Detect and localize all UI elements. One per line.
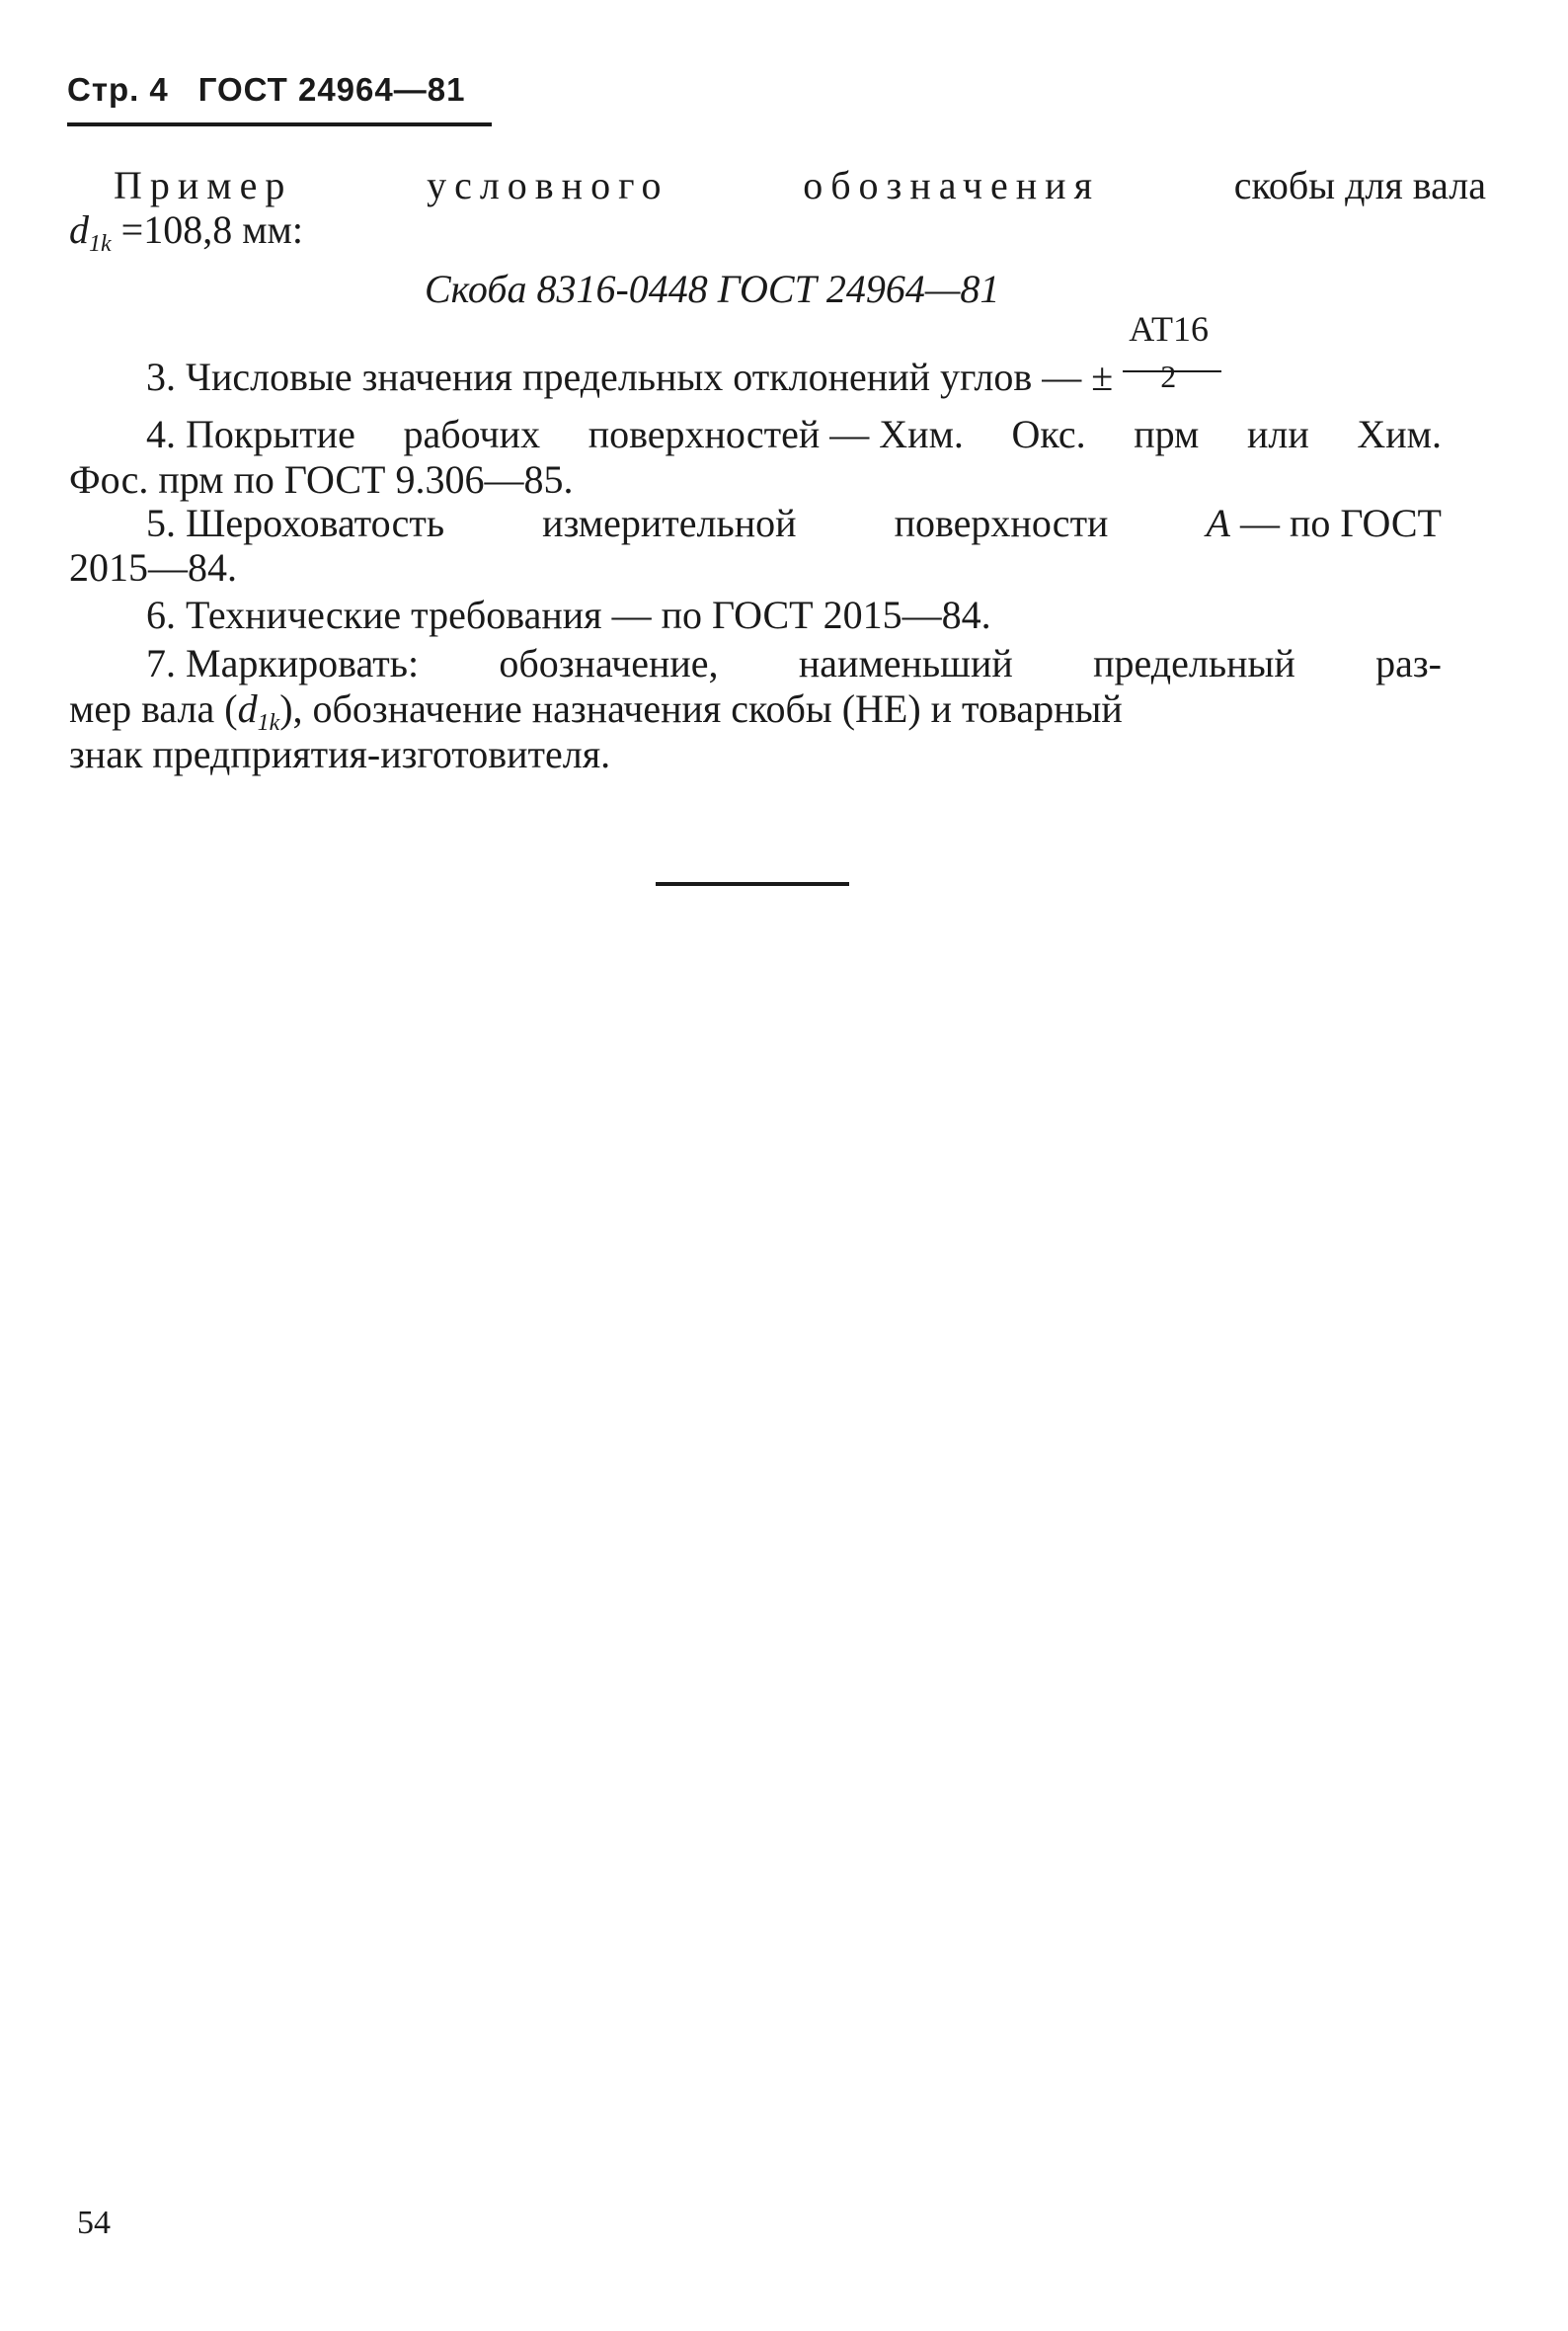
example-line-1 — [114, 163, 1486, 207]
example-word-1: Пример — [114, 163, 293, 207]
page-number-footer: 54 — [77, 2205, 111, 2241]
page-header — [67, 71, 465, 109]
shaft-diameter-value: =108,8 мм: — [111, 207, 303, 252]
item-7-word: наименьший — [798, 641, 1013, 685]
item-4-line-1 — [146, 412, 1442, 456]
item-7-word: 7. Маркировать: — [146, 641, 420, 685]
shaft-size-var: d — [237, 686, 258, 731]
item-3 — [146, 309, 1221, 399]
item-5-line-1 — [146, 501, 1442, 545]
item-5-word: — по ГОСТ — [1239, 501, 1442, 545]
example-word-3: обозначения — [803, 163, 1100, 207]
standard-number: ГОСТ 24964—81 — [197, 71, 466, 108]
item-4-word: Хим. — [1357, 412, 1442, 456]
item-7-line-2 — [69, 686, 1123, 736]
example-line-2 — [69, 207, 303, 257]
item-7-text: мер вала ( — [69, 686, 238, 731]
item-5-word: поверхности — [894, 501, 1109, 545]
item-7-line-3: знак предприятия-изготовителя. — [69, 732, 611, 776]
item-7-word: обозначение, — [499, 641, 719, 685]
item-7-word: предельный — [1093, 641, 1295, 685]
page-number-header: 4 — [149, 71, 169, 108]
item-7-word: раз- — [1375, 641, 1442, 685]
item-5-line-2: 2015—84. — [69, 545, 237, 590]
surface-var: А — [1206, 501, 1230, 545]
item-4-word: или — [1246, 412, 1309, 456]
header-rule — [67, 122, 492, 126]
item-4-word: рабочих — [403, 412, 541, 456]
angle-tolerance-fraction — [1123, 309, 1221, 394]
item-6: 6. Технические требования — по ГОСТ 2015—84. — [146, 593, 991, 637]
item-4-word: поверхностей — Хим. — [588, 412, 964, 456]
item-4-line-2: Фос. прм по ГОСТ 9.306—85. — [69, 457, 574, 502]
item-7-line-1 — [146, 641, 1442, 685]
example-word-4: скобы для вала — [1233, 163, 1486, 207]
item-5-word: измерительной — [542, 501, 797, 545]
item-7-text: ), обозначение назначения скобы (НЕ) и товарный — [279, 686, 1123, 731]
item-4-word: Окс. — [1011, 412, 1086, 456]
end-rule — [656, 882, 849, 886]
page-label: Стр. — [67, 71, 140, 108]
example-word-2: условного — [427, 163, 669, 207]
fraction-denominator: 2 — [1160, 359, 1177, 394]
fraction-numerator: АТ16 — [1129, 309, 1210, 349]
item-3-text: 3. Числовые значения предельных отклонений углов — ± — [146, 355, 1114, 399]
shaft-diameter-sub: 1k — [89, 231, 112, 257]
item-4-word: прм — [1134, 412, 1200, 456]
item-4-word: 4. Покрытие — [146, 412, 355, 456]
shaft-diameter-var: d — [69, 207, 89, 252]
item-5-word: 5. Шероховатость — [146, 501, 445, 545]
shaft-size-sub: 1k — [257, 710, 280, 736]
designation-example: Скоба 8316-0448 ГОСТ 24964—81 — [425, 267, 1000, 311]
